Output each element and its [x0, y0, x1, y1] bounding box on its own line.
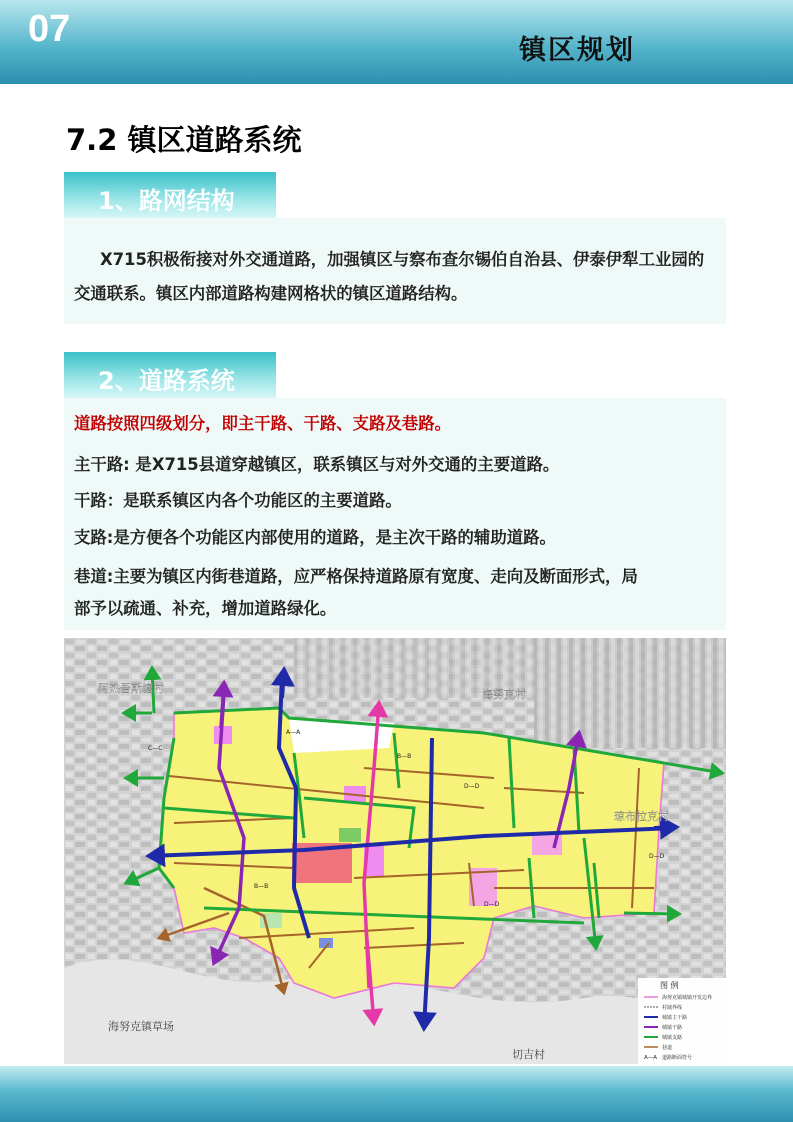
section-marker-aa: A—A: [286, 729, 301, 736]
road-network-tab-label: 1、路网结构: [98, 187, 235, 215]
legend-item-branch-road: 城镇支路: [662, 1035, 683, 1041]
legend-item-development-boundary: 海努克镇城镇开发边界: [662, 995, 713, 1001]
legend-item-main-road: 城镇主干路: [662, 1015, 688, 1021]
section-marker-dd-3: D—D: [484, 901, 500, 908]
road-network-text-box: [64, 218, 726, 324]
section-title: 7.2 镇区道路系统: [66, 123, 302, 157]
road-system-text-box: [64, 398, 726, 630]
place-name-hainuke: 海努克村: [482, 688, 526, 701]
map-legend: [638, 978, 726, 1064]
place-name-qieji: 切吉村: [512, 1048, 545, 1061]
road-network-paragraph: X715积极衔接对外交通道路，加强镇区与察布查尔锡伯自治县、伊泰伊犁工业园的交通联系。镇区内部道路构建网格状的镇区道路结构。: [74, 250, 705, 303]
road-classification-line: 道路按照四级划分，即主干路、干路、支路及巷路。: [74, 414, 451, 433]
road-system-tab-label: 2、道路系统: [98, 367, 235, 395]
section-marker-bb-1: B—B: [254, 883, 269, 890]
road-network-tab: [64, 172, 276, 218]
branch-arrow-se: [624, 913, 679, 914]
section-marker-dd-1: D—D: [464, 783, 480, 790]
legend-item-section-symbol: 道路断面符号: [662, 1055, 693, 1061]
road-system-map: [64, 638, 726, 1064]
chapter-title: 镇区规划: [519, 35, 635, 66]
trunk-road-line: 干路：是联系镇区内各个功能区的主要道路。: [74, 491, 402, 510]
place-name-qiongbulake: 琼布拉克村: [614, 810, 669, 823]
green-block-1: [339, 828, 361, 842]
place-name-arewusitang: 阿热吾斯塘村: [98, 682, 164, 695]
main-road-east-end: [654, 827, 676, 828]
legend-item-trunk-road: 城镇干路: [662, 1025, 683, 1031]
legend-item-lane: 巷道: [662, 1045, 673, 1051]
page-footer-band: [0, 1066, 793, 1122]
legend-title: 图 例: [660, 981, 679, 990]
section-marker-cc: C—C: [148, 745, 163, 752]
alley-road-line-continued: 部予以疏通、补充，增加道路绿化。: [74, 599, 337, 618]
legend-item-village-boundary: 村域界线: [662, 1005, 683, 1011]
road-system-tab: [64, 352, 276, 398]
main-road-north-end: [282, 670, 284, 698]
section-marker-dd-2: D—D: [649, 853, 665, 860]
aerial-fields-right: [534, 638, 726, 748]
alley-road-line: 巷道:主要为镇区内街巷道路，应严格保持道路原有宽度、走向及断面形式，局: [74, 567, 638, 586]
main-road-line: 主干路: 是X715县道穿越镇区，联系镇区与对外交通的主要道路。: [74, 455, 560, 474]
chapter-number: 07: [28, 8, 71, 50]
legend-symbol-section: A—A: [644, 1055, 658, 1061]
section-marker-bb-2: B—B: [397, 753, 412, 760]
branch-road-line: 支路:是方便各个功能区内部使用的道路，是主次干路的辅助道路。: [74, 528, 556, 547]
chapter-header-banner: [0, 0, 793, 84]
place-name-hainuke-pasture: 海努克镇草场: [108, 1020, 174, 1033]
